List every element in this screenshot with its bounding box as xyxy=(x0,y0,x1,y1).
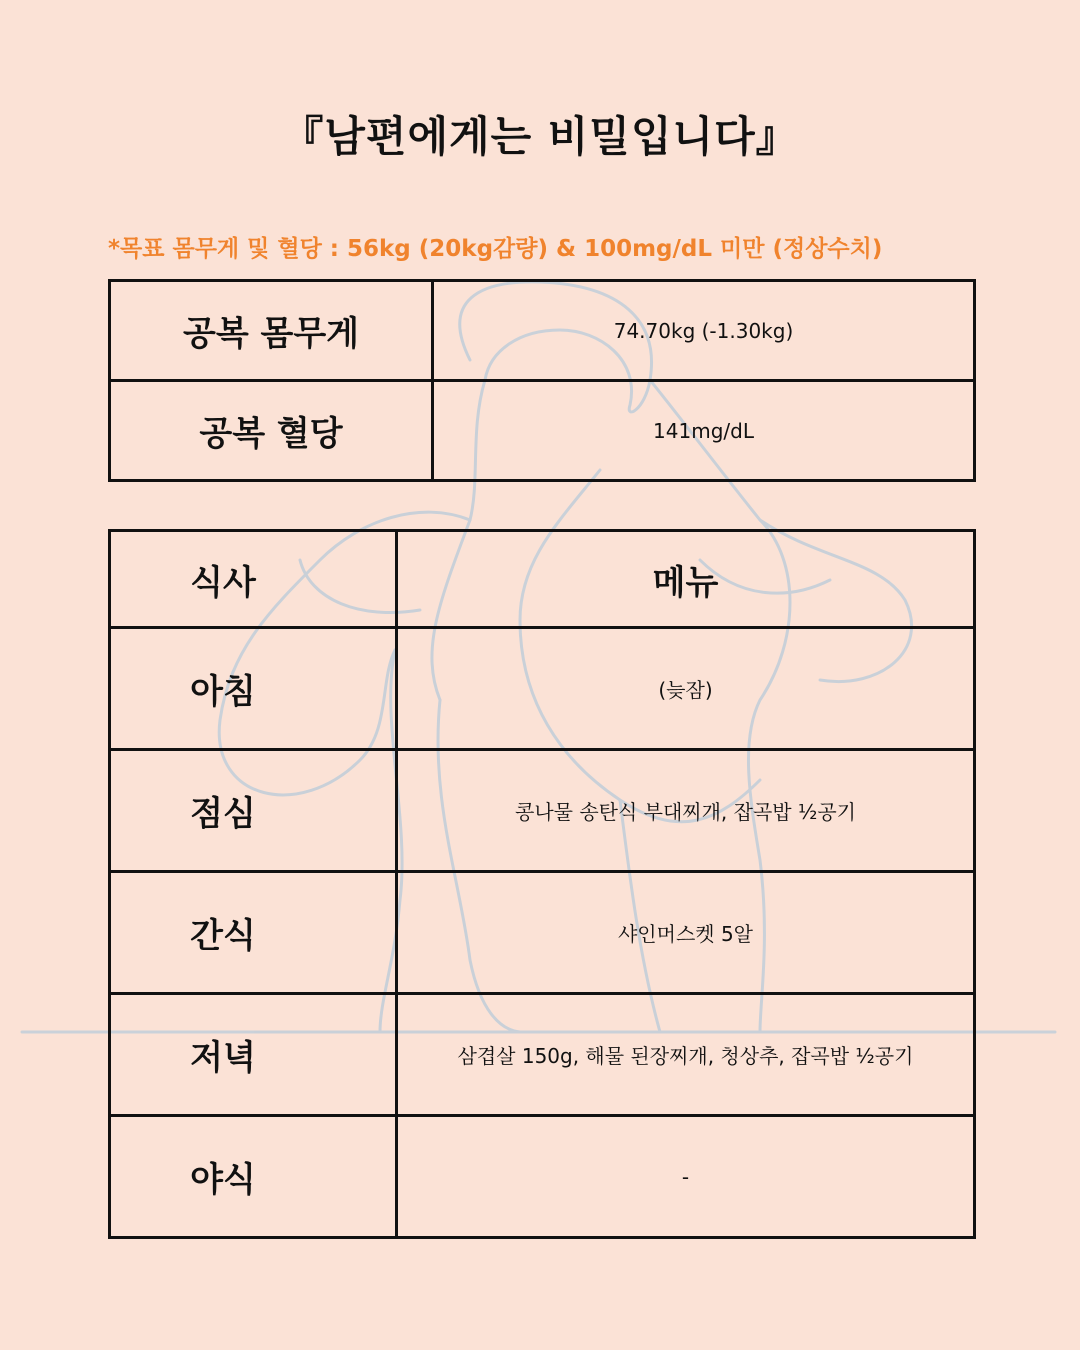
meal-cell xyxy=(110,994,397,1116)
menu-cell: (늦잠) xyxy=(397,628,975,750)
menu-column-header: 메뉴 xyxy=(397,531,975,628)
weight-value: 74.70kg (-1.30kg) xyxy=(433,281,975,381)
table-row xyxy=(110,1116,975,1238)
table-header-row xyxy=(110,531,975,628)
menu-cell: 샤인머스켓 5알 xyxy=(397,872,975,994)
blood-sugar-label: 공복 혈당 xyxy=(110,381,433,481)
weight-label: 공복 몸무게 xyxy=(110,281,433,381)
meal-name: 야식 xyxy=(190,1160,256,1200)
meals-table xyxy=(108,529,976,1239)
meal-cell xyxy=(110,872,397,994)
meal-name: 저녁 xyxy=(190,1038,256,1078)
meal-name: 점심 xyxy=(190,794,256,834)
stats-table xyxy=(108,279,976,482)
meal-name: 아침 xyxy=(190,672,256,712)
meal-column-header-text: 식사 xyxy=(190,562,256,603)
table-row xyxy=(110,381,975,481)
meal-cell xyxy=(110,750,397,872)
meal-name: 간식 xyxy=(190,916,256,956)
page-title: 『남편에게는 비밀입니다』 xyxy=(281,112,799,161)
meal-cell xyxy=(110,1116,397,1238)
table-row xyxy=(110,994,975,1116)
menu-cell: - xyxy=(397,1116,975,1238)
goal-text: *목표 몸무게 및 혈당 : 56kg (20kg감량) & 100mg/dL 미만 (정상수치) xyxy=(108,236,883,262)
menu-cell: 삼겹살 150g, 해물 된장찌개, 청상추, 잡곡밥 ½공기 xyxy=(397,994,975,1116)
blood-sugar-value: 141mg/dL xyxy=(433,381,975,481)
menu-cell: 콩나물 송탄식 부대찌개, 잡곡밥 ½공기 xyxy=(397,750,975,872)
table-row xyxy=(110,281,975,381)
table-row xyxy=(110,628,975,750)
table-row xyxy=(110,750,975,872)
meal-column-header xyxy=(110,531,397,628)
table-row xyxy=(110,872,975,994)
meal-cell xyxy=(110,628,397,750)
